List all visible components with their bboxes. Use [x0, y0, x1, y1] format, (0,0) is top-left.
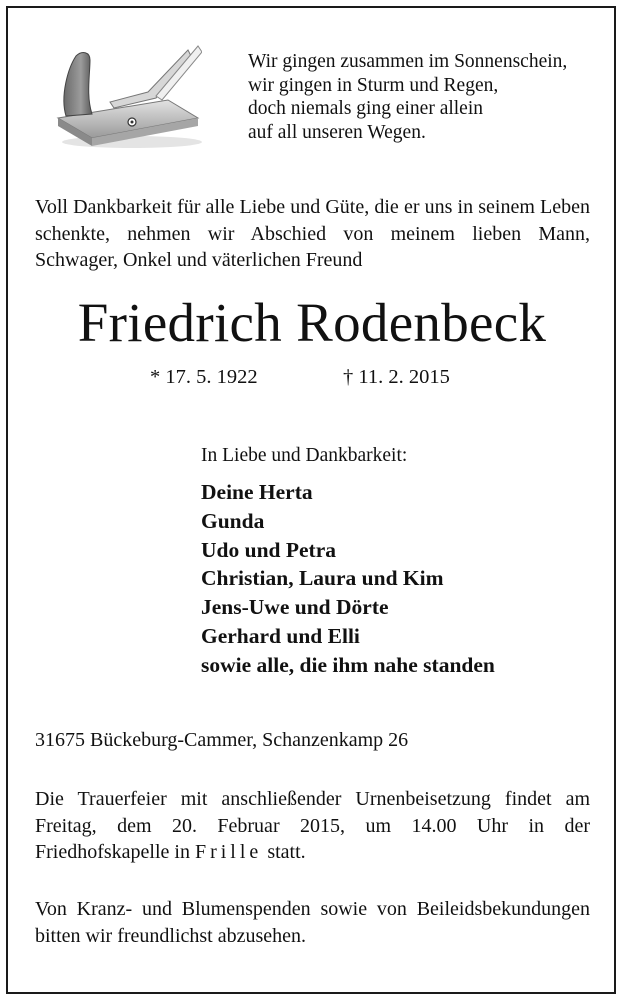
wood-plane-icon: [52, 38, 202, 150]
mourner-name: Udo und Petra: [201, 537, 336, 562]
poem-line: doch niemals ging einer allein: [248, 98, 484, 119]
ceremony-place: Frille: [194, 841, 263, 863]
address: 31675 Bückeburg-Cammer, Schanzenkamp 26: [35, 729, 409, 751]
mourner-name: Gerhard und Elli: [201, 623, 360, 648]
donations-text: Von Kranz- und Blumenspenden sowie von Beileidsbekundungen bitten wir freundlichst abzusehen.: [35, 898, 590, 947]
mourner-name: Christian, Laura und Kim: [201, 566, 444, 591]
intro-text: Voll Dankbarkeit für alle Liebe und Güte, die er uns in seinem Leben schenkte, nehmen wir Abschied von meinem lieben Mann, Schwager, Onkel und väterlichen Freund: [35, 196, 590, 271]
mourners-list: [201, 478, 495, 680]
poem-line: auf all unseren Wegen.: [248, 121, 426, 143]
mourners-intro: In Liebe und Dankbarkeit:: [201, 445, 408, 466]
poem: [248, 50, 608, 144]
mourner-name: Gunda: [201, 508, 265, 533]
deceased-name: Friedrich Rodenbeck: [77, 292, 547, 353]
ceremony-text-after: statt.: [262, 841, 306, 863]
ceremony-text: [35, 786, 590, 866]
poem-line: wir gingen in Sturm und Regen,: [248, 74, 499, 96]
mourner-name: sowie alle, die ihm nahe standen: [201, 652, 495, 677]
ceremony-text-before: Die Trauerfeier mit anschließender Urnenbeisetzung findet am Freitag, dem 20. Februar 2015, um 14.00 Uhr in der Friedhofskapelle in: [35, 788, 590, 863]
death-date: † 11. 2. 2015: [343, 366, 450, 388]
poem-line: Wir gingen zusammen im Sonnenschein,: [248, 51, 568, 72]
mourner-name: Jens-Uwe und Dörte: [201, 595, 389, 620]
birth-date: * 17. 5. 1922: [150, 366, 258, 388]
mourner-name: Deine Herta: [201, 480, 313, 504]
